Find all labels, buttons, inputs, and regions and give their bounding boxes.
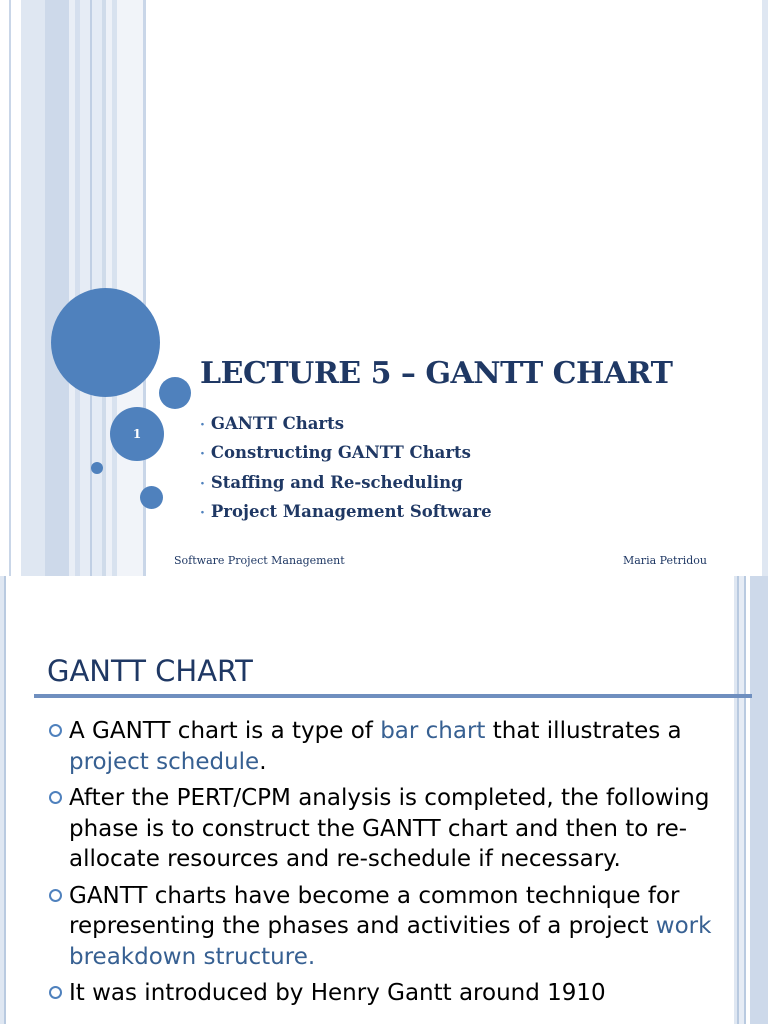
right-stripe — [762, 0, 768, 576]
left-stripe — [11, 0, 21, 576]
link-work-breakdown-structure[interactable]: work breakdown structure. — [69, 913, 712, 970]
content-title: GANTT CHART — [47, 654, 253, 688]
topic-list — [200, 413, 492, 530]
topic-item — [200, 442, 492, 471]
decorative-circle-small — [159, 377, 191, 409]
title-rule — [34, 694, 752, 698]
decorative-dot — [91, 462, 103, 474]
topic-item — [200, 413, 492, 442]
decorative-circle-small — [140, 486, 163, 509]
bullet-dot: · — [200, 417, 205, 433]
left-stripe — [21, 0, 45, 576]
footer-course: Software Project Management — [174, 554, 345, 567]
footer-author: Maria Petridou — [622, 554, 707, 567]
topic-text: Project Management Software — [210, 501, 492, 521]
topic-text: Staffing and Re-scheduling — [210, 472, 463, 492]
left-stripe — [4, 576, 6, 1024]
slide-title: LECTURE 5 – GANTT CHART — [200, 356, 673, 391]
bullet-dot: · — [200, 475, 205, 492]
bullet-text: A GANTT chart is a type of — [69, 718, 381, 744]
bullet-ring-icon — [49, 889, 62, 902]
decorative-circle-large — [51, 288, 160, 397]
link-project-schedule[interactable]: project schedule — [69, 748, 260, 775]
bullet-item — [48, 716, 728, 777]
bullet-text: After the PERT/CPM analysis is completed, the following phase is to construct the GANTT chart and then to re-allocate resources and re-schedule if necessary. — [69, 785, 710, 872]
left-stripe — [117, 0, 143, 576]
left-stripe — [45, 0, 69, 576]
bullet-ring-icon — [49, 986, 62, 999]
link-bar-chart[interactable]: bar chart — [380, 718, 486, 744]
topic-text: Constructing GANTT Charts — [210, 443, 471, 463]
bullet-item — [48, 978, 728, 1009]
bullet-ring-icon — [49, 724, 62, 737]
left-stripe — [0, 0, 9, 576]
topic-item — [200, 472, 492, 501]
topic-text: GANTT Charts — [210, 414, 344, 433]
bullet-text: that illustrates a — [485, 718, 682, 744]
bullet-dot: · — [200, 504, 205, 521]
bullet-item — [48, 881, 728, 973]
left-stripe — [80, 0, 90, 576]
bullet-ring-icon — [49, 791, 62, 804]
right-stripe — [750, 576, 768, 1024]
slide-number: 1 — [132, 427, 142, 441]
topic-item — [200, 501, 492, 530]
bullet-item — [48, 783, 728, 875]
bullet-text: It was introduced by Henry Gantt around 1910 — [69, 980, 606, 1006]
bullet-dot: · — [200, 446, 205, 463]
bullet-text: . — [259, 748, 267, 775]
bullet-list — [48, 716, 728, 1015]
bullet-text: GANTT charts have become a common technique for representing the phases and activities of a project — [69, 882, 680, 939]
